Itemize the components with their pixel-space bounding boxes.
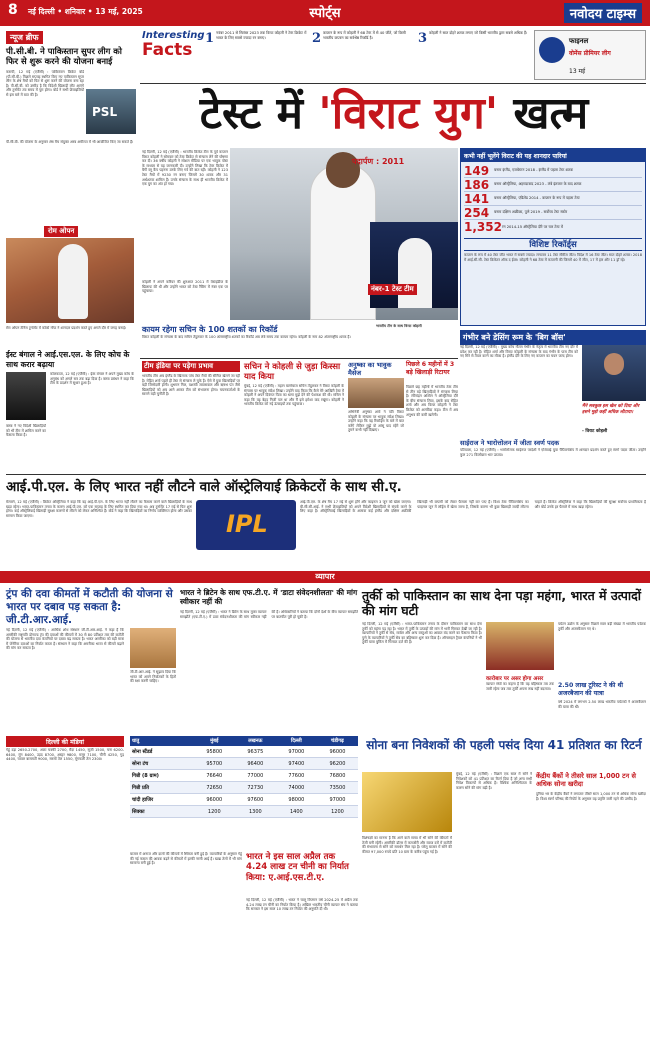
gold-headline: सोना बना निवेशकों की पहली पसंद दिया 41 प्रतिशत का रिटर्न — [366, 738, 642, 752]
person-head — [604, 353, 624, 375]
number-one-label: नंबर-1 टेस्ट टीम — [368, 284, 417, 295]
stats-text: बनाम ऑस्ट्रेलिया, अहमदाबाद 2023 - लंबे इंतजार के बाद शतक — [494, 182, 582, 187]
table-cell: 96200 — [317, 758, 358, 770]
wpl-badge — [534, 30, 646, 80]
table-cell: 96400 — [235, 758, 276, 770]
table-cell: 77600 — [276, 770, 317, 782]
quote-author: - विराट कोहली — [582, 429, 608, 434]
table-cell: 72730 — [235, 782, 276, 794]
table-cell: 1200 — [317, 806, 358, 818]
table-row — [130, 758, 358, 770]
table-cell: 73500 — [317, 782, 358, 794]
market-title: दिल्ली की मंडियां — [6, 736, 124, 747]
debut-label: पदार्पण : 2011 — [352, 157, 405, 166]
main-headline — [142, 84, 646, 146]
page-number: 8 — [8, 2, 18, 18]
china-headline: भारत ने इस साल अप्रैल तक 4.24 लाख टन चीनी का निर्यात किया: ए.आई.एस.टी.ए. — [246, 852, 349, 883]
table-header — [130, 736, 358, 746]
stats-box — [460, 148, 646, 326]
gambhir-body: नई दिल्ली, 12 मई (एजैंसी) : मुख्य कोच गौतम गंभीर के नेतृत्व में भारतीय टीम नए दौर में प्रवेश कर रही है। रोहित शर्मा और विराट कोहली के संन्यास के बाद गंभीर के पास टीम को नए सिरे से तैयार करने का मौका है। इंग्लैंड दौरे के लिए नए कप्तान का चयन जल्द होगा। — [460, 345, 578, 359]
records-title: विशिष्ट रिकॉर्ड्स — [464, 238, 642, 251]
fact-text: कोहली ने सात दोहरे शतक लगाए जो किसी भारतीय द्वारा सबसे अधिक हैं। — [429, 31, 528, 35]
rome-caption: रोम ओपन टेनिस टूर्नामेंट में कोको गॉफ ने शानदार प्रदर्शन करते हुए अगले दौर में जगह बनाई। — [6, 326, 127, 330]
player-figure — [398, 238, 432, 308]
table-cell: 97000 — [276, 746, 317, 758]
table-cell: 96000 — [317, 746, 358, 758]
table-row-label: गिन्नी प्रति — [130, 782, 194, 794]
stats-text: बनाम ऑस्ट्रेलिया, एडिलेड 2014 - कप्तान के रूप में पहला टेस्ट — [494, 196, 580, 201]
table-cell: 98000 — [276, 794, 317, 806]
section-title: स्पोर्ट्स — [309, 6, 341, 21]
turkey-photo — [486, 622, 554, 670]
col1-headline: टीम इंडिया पर पड़ेगा प्रभाव — [142, 361, 240, 372]
table-cell: 1200 — [194, 806, 235, 818]
news-brief-tag: न्यूज ब्रीफ — [6, 31, 43, 44]
stats-num: 254 — [464, 205, 490, 220]
brief1-body: कराची, 12 मई (एजैंसी) : पाकिस्तान क्रिकेट बोर्ड (पी.सी.बी.) पिछले सप्ताह स्थगित किए गए पाकिस्तान सुपर लीग के शेष मैचों को फिर से शुरू करने की योजना बना रहा है। पी.सी.बी. को उम्मीद है कि विदेशी खिलाड़ी लौट आएंगे और टूर्नामेंट तय समय में पूरा होगा। बोर्ड ने सभी फ्रेंचाइजियों से इस बारे में बात की है। — [6, 70, 84, 97]
turkey-body: नई दिल्ली, 12 मई (एजैंसी) : भारत-पाकिस्तान तनाव के दौरान पाकिस्तान का साथ देना तुर्की को महंगा पड़ रहा है। भारत में तुर्की के उत्पादों की मांग में भारी गिरावट देखी जा रही है। व्यापारियों ने तुर्की से सेब, मार्बल और अन्य वस्तुओं का आयात बंद करने का फैसला किया है। पुणे के व्यापारियों ने तुर्की सेब का बहिष्कार शुरू कर दिया है। ऑनलाइन ट्रैवल कंपनियों ने भी तुर्की यात्रा बुकिंग में गिरावट दर्ज की है। — [362, 622, 482, 645]
medal-body: पटियाला, 12 मई (एजैंसी) : भारोत्तोलक साईराज परदेशी ने एशियाई युवा चैंपियनशिप में शानदार प्रदर्शन करते हुए स्वर्ण पदक जीता। उन्होंने कुल 271 किलोग्राम भार उठाया। — [460, 448, 646, 457]
brand-logo: नवोदय टाइम्स — [564, 3, 642, 23]
ipl-headline: आई.पी.एल. के लिए भारत नहीं लौटने वाले ऑस्ट्रेलियाई क्रिकेटरों के साथ सी.ए. — [6, 479, 402, 495]
table-cell: 95800 — [194, 746, 235, 758]
trump-body-cont: जी.टी.आर.आई. ने सुझाव दिया कि भारत को अपने निर्यातकों के हितों की रक्षा करनी चाहिए। — [130, 670, 176, 684]
divider — [6, 474, 646, 475]
headline-mid: 'विराट युग' — [318, 88, 499, 139]
stats-title: कभी नहीं भूलेंगे विराट की यह शानदार पारियां — [461, 149, 645, 162]
fact-item-1 — [205, 31, 308, 79]
fact-number: 1 — [205, 31, 215, 46]
stats-num: 1,352 — [464, 220, 502, 234]
metal-price-table — [130, 736, 358, 848]
table-row-label: गिन्नी (8 ग्राम) — [130, 770, 194, 782]
table-cell: 95700 — [194, 758, 235, 770]
brief1-body-cont: पी.सी.बी. की योजना के अनुसार शेष मैच संयुक्त अरब अमीरात में भी आयोजित किए जा सकते हैं। — [6, 140, 134, 144]
ipl-logo-box — [196, 500, 296, 550]
col2-headline: सचिन ने कोहली से जुड़ा किस्सा याद किया — [244, 361, 341, 381]
china-body: नई दिल्ली, 12 मई (एजैंसी) : भारत ने चालू विपणन वर्ष 2024-25 में अप्रैल तक 4.24 लाख टन चीनी का निर्यात किया है। अखिल भारतीय चीनी व्यापार संघ ने बताया कि सरकार ने इस साल 10 लाख टन निर्यात की अनुमति दी थी। — [246, 898, 358, 912]
gambhir-headline: गंभीर बने डेसिंग रूम के 'बिग बॉस' — [460, 330, 646, 345]
table-header-cell: धातु — [132, 738, 140, 744]
rome-open-tag: रोम ओपन — [44, 226, 78, 237]
headline-post: खत्म — [513, 88, 589, 139]
turkey-subhead: कारोबार पर असर होगा असर — [486, 676, 544, 682]
fact-text: नवंबर 2011 से सितंबर 2023 तक विराट कोहली ने टेस्ट क्रिकेट में भारत के लिए सबसे ज्यादा रन बनाए। — [216, 31, 307, 40]
turkey-body-cont: पर्यटन उद्योग के अनुसार पिछले साल बड़ी संख्या में भारतीय पर्यटक तुर्की और अजरबैजान गए थे। — [558, 622, 646, 631]
anushka-photo — [348, 378, 404, 408]
trump-headline: ट्रंप की दवा कीमतों में कटौती की योजना से भारत पर दबाव पड़ सकता है: जी.टी.आर.आई. — [6, 588, 173, 626]
stats-text: बनाम दक्षिण अफ्रीका, पुणे 2019 - सर्वोच्च टेस्ट स्कोर — [494, 210, 568, 215]
table-row — [130, 770, 358, 782]
table-cell: 97400 — [276, 758, 317, 770]
brief1-photo — [86, 89, 136, 134]
stats-row — [464, 192, 642, 206]
stats-row — [464, 220, 642, 234]
headline-pre: टेस्ट में — [199, 88, 303, 139]
table-cell: 72650 — [194, 782, 235, 794]
masthead — [0, 0, 650, 26]
col2-body: मुंबई, 12 मई (एजैंसी) : महान बल्लेबाज सचिन तेंदुलकर ने विराट कोहली के संन्यास पर भावुक संदेश लिखा। उन्होंने याद किया कि कैसे मेरे आखिरी टेस्ट में कोहली ने अपने दिवंगत पिता का धागा मुझे देने की पेशकश की थी। सचिन ने कहा कि यह बेहद निजी पल था और मैं इसे हमेशा याद रखूंगा। कोहली ने भारतीय क्रिकेट को नई ऊंचाइयों तक पहुंचाया। — [244, 384, 344, 407]
stats-rows — [461, 162, 645, 236]
table-header-cell: मुंबई — [210, 738, 219, 744]
lower-business-col: बाजार में अनाज और दालों की कीमतों में स्थिरता बनी हुई है। व्यापारियों के अनुसार गेहूं की नई फसल की आवक बढ़ने से कीमतों में हल्की नरमी आई है। खाद्य तेलों में भी मांग सामान्य बनी हुई है। — [130, 852, 242, 866]
table-row-label: सिक्का — [130, 806, 194, 818]
wpl-stage: फाइनल — [569, 37, 589, 45]
col4-headline: पिछले 6 महीनों में 3 बड़े खिलाड़ी रिटायर — [406, 361, 455, 376]
wpl-date: 13 मई — [569, 68, 586, 75]
sachin-record-headline: कायम रहेगा सचिन के 100 शतकों का रिकॉर्ड — [142, 325, 278, 334]
table-header-cell: चंडीगढ़ — [331, 738, 344, 744]
photo-caption: भारतीय टीम के साथ विराट कोहली — [376, 324, 422, 328]
col3-headline: अनुष्का का भावुक मैसेज — [348, 361, 392, 377]
table-cell: 76800 — [317, 770, 358, 782]
facts-logo-top: Interesting — [142, 30, 205, 41]
main-body: नई दिल्ली, 12 मई (एजैंसी) : भारतीय क्रिकेट टीम के पूर्व कप्तान विराट कोहली ने सोमवार को टेस्ट क्रिकेट से संन्यास लेने की घोषणा कर दी। 36 वर्षीय कोहली ने सोशल मीडिया पर एक भावुक पोस्ट के माध्यम से यह जानकारी दी। उन्होंने लिखा कि टेस्ट क्रिकेट में बैगी ब्लू कैप पहनना उनके लिए गर्व की बात रही। कोहली ने 123 टेस्ट मैचों में 9230 रन बनाए जिसमें 30 शतक और 31 अर्धशतक शामिल हैं। उनके संन्यास के साथ ही भारतीय क्रिकेट में एक युग का अंत हो गया। — [142, 150, 228, 187]
gold-body: मुंबई, 12 मई (एजैंसी) : पिछले एक साल में सोने ने निवेशकों को 41 प्रतिशत का रिटर्न दिया है जो अन्य सभी निवेश विकल्पों से अधिक है। वैश्विक अनिश्चितता के कारण सोने की मांग बढ़ी है। — [456, 772, 532, 790]
table-row — [130, 782, 358, 794]
psl-logo-text: PSL — [92, 105, 118, 119]
ipl-body-right: आई.पी.एल. के शेष मैच 17 मई से शुरू होंगे और फाइनल 3 जून को खेला जाएगा। बी.सी.सी.आई. ने सभी फ्रेंचाइजियों को अपने विदेशी खिलाड़ियों से संपर्क करने के लिए कहा है। ऑस्ट्रेलियाई खिलाड़ियों के अलावा कई इंग्लैंड और दक्षिण अफ्रीकी खिलाड़ी भी वापसी को लेकर फैसला नहीं कर पाए हैं। विश्व टेस्ट चैंपियनशिप का फाइनल जून में लॉर्ड्स में खेला जाना है, जिसके कारण भी कुछ खिलाड़ी जल्दी लौटना चाहते हैं। क्रिकेट ऑस्ट्रेलिया ने कहा कि खिलाड़ियों की सुरक्षा सर्वोच्च प्राथमिकता है और बोर्ड उनके हर फैसले में साथ खड़ा रहेगा। — [300, 500, 646, 514]
bank-headline: केंद्रीय बैंकों ने तीसरे साल 1,000 टन से अधिक सोना खरीदा — [536, 772, 636, 788]
medal-headline: साईराज ने भारोत्तोलन में जीता स्वर्ण पदक — [460, 439, 560, 447]
table-cell: 97600 — [235, 794, 276, 806]
business-section-title: व्यापार — [315, 572, 335, 581]
bank-body: दुनिया भर के केंद्रीय बैंकों ने लगातार तीसरे साल 1,000 टन से अधिक सोना खरीदा है। विश्व स्वर्ण परिषद की रिपोर्ट के अनुसार यह प्रवृत्ति जारी रहने की उम्मीद है। — [536, 792, 646, 801]
isl-body-cont: क्लब ने नए विदेशी खिलाड़ियों को भी टीम में शामिल करने का फैसला किया है। — [6, 424, 46, 438]
table-row-label: सोना टंच — [130, 758, 194, 770]
ipl-body-left: मेलबर्न, 12 मई (एजैंसी) : क्रिकेट ऑस्ट्रेलिया ने कहा कि वह आई.पी.एल. के लिए भारत नहीं लौटने का फैसला करने वाले खिलाड़ियों के साथ खड़ा रहेगा। भारत-पाकिस्तान तनाव के कारण आई.पी.एल. को एक सप्ताह के लिए स्थगित कर दिया गया था। अब टूर्नामेंट 17 मई से फिर शुरू होगा। कई ऑस्ट्रेलियाई खिलाड़ी सुरक्षा कारणों से लौटने को लेकर अनिश्चित हैं। बोर्ड ने कहा कि खिलाड़ियों का निर्णय व्यक्तिगत होगा और उसका सम्मान किया जाएगा। — [6, 500, 192, 518]
stats-num: 149 — [464, 163, 490, 178]
stats-row — [464, 178, 642, 192]
trump-photo — [130, 628, 176, 668]
table-header-cell: लखनऊ — [248, 738, 263, 744]
wpl-title: वोमेंस प्रीमियर लीग — [569, 50, 611, 57]
main-body-2: कोहली ने अपने करियर की शुरुआत 2011 में वेस्टइंडीज के खिलाफ की थी और उन्होंने भारत को टेस्ट रैंकिंग में नंबर एक पर पहुंचाया। — [142, 280, 228, 294]
fact-text: कप्तान के रूप में कोहली ने 68 टेस्ट में से 40 जीते, जो किसी भारतीय कप्तान का सर्वश्रेष्ठ रिकॉर्ड है। — [323, 31, 406, 40]
fact-item-2 — [312, 31, 415, 79]
table-cell: 96000 — [194, 794, 235, 806]
sachin-record-body: विराट कोहली के संन्यास के बाद सचिन तेंदुलकर के 100 अंतरराष्ट्रीय शतकों का रिकॉर्ड अब लंबे समय तक कायम रहेगा। कोहली के नाम 82 अंतरराष्ट्रीय शतक हैं। — [142, 335, 351, 339]
col3-body: अभिनेत्री अनुष्का शर्मा ने पति विराट कोहली के संन्यास पर भावुक संदेश लिखा। उन्होंने कहा कि वह रिकॉर्ड्स के बारे में बात करेंगे लेकिन मुझे वो आंसू याद रहेंगे जो तुमने कभी नहीं दिखाए। — [348, 410, 404, 433]
azerbaijan-subhead: 2.50 लाख टूरिस्ट ने की थी अजरबैजान की यात्रा — [558, 682, 624, 697]
col1-body: भारतीय टीम अब इंग्लैंड के खिलाफ पांच टेस्ट मैचों की सीरीज खेलने जा रही है। रोहित शर्मा पहले ही टेस्ट से संन्यास ले चुके हैं। ऐसे में युवा खिलाड़ियों पर बड़ी जिम्मेदारी होगी। शुभमन गिल, यशस्वी जायसवाल और ऋषभ पंत जैसे खिलाड़ियों को अब आगे आकर टीम को संभालना होगा। चयनकर्ताओं के सामने बड़ी चुनौती है। — [142, 374, 240, 397]
table-row-label: चांदी हाजिर — [130, 794, 194, 806]
table-cell: 1300 — [235, 806, 276, 818]
table-cell: 97000 — [317, 794, 358, 806]
player-figure — [58, 244, 88, 319]
stats-text: बनाम इंग्लैंड, एजबेस्टन 2018 - इंग्लैंड में पहला टेस्ट शतक — [494, 168, 573, 173]
facts-logo — [142, 30, 204, 82]
gold-body-cont: विशेषज्ञों का मानना है कि आने वाले समय में भी सोने की कीमतों में तेजी बनी रहेगी। अमरीकी डॉलर में कमजोरी और ब्याज दरों में कटौती की संभावना से सोने को समर्थन मिल रहा है। घरेलू बाजार में सोने की कीमत 97,000 रुपये प्रति 10 ग्राम के करीब पहुंच गई है। — [362, 836, 452, 854]
uk-body: नई दिल्ली, 12 मई (एजैंसी) : भारत ने ब्रिटेन के साथ मुक्त व्यापार समझौते (एफ.टी.ए.) में डाटा संवेदनशीलता की मांग स्वीकार नहीं की है। अधिकारियों ने बताया कि दोनों देशों के बीच व्यापार समझौते पर बातचीत पूरी हो चुकी है। — [180, 610, 358, 619]
ipl-logo: IPL — [226, 510, 268, 538]
gambhir-photo — [582, 345, 646, 401]
uk-headline: भारत ने ब्रिटेन के साथ एफ.टी.ए. में 'डाटा संवेदनशीलता' की मांग स्वीकार नहीं की — [180, 588, 358, 606]
turkey-body-cont: व्यापार संघों का कहना है कि यह बहिष्कार तब तक जारी रहेगा जब तक तुर्की अपना रुख नहीं बदलता। — [486, 682, 554, 691]
business-banner — [0, 571, 650, 583]
table-cell: 1400 — [276, 806, 317, 818]
table-row — [130, 806, 358, 818]
table-cell: 76640 — [194, 770, 235, 782]
divider — [140, 358, 458, 359]
table-header-cell: दिल्ली — [290, 738, 302, 744]
fact-number: 3 — [418, 31, 428, 46]
rome-photo — [6, 238, 134, 323]
kohli-inset-photo — [370, 222, 458, 308]
stats-num: 141 — [464, 191, 490, 206]
stats-num: 186 — [464, 177, 490, 192]
table-cell: 74000 — [276, 782, 317, 794]
metal-table-body — [130, 746, 358, 818]
col4-body: पिछले छह महीनों में भारतीय टेस्ट टीम से तीन बड़े खिलाड़ियों ने संन्यास लिया है। रविचंद्रन अश्विन ने ऑस्ट्रेलिया दौरे के बीच संन्यास लिया, इसके बाद रोहित शर्मा और अब विराट कोहली ने टेस्ट क्रिकेट को अलविदा कहा। टीम में अब अनुभव की कमी खलेगी। — [406, 385, 458, 417]
azerbaijan-body: वर्ष 2024 में लगभग 2.50 लाख भारतीय पर्यटकों ने अजरबैजान की यात्रा की थी। — [558, 700, 646, 709]
date-line: नई दिल्ली • शनिवार • 13 मई, 2025 — [28, 7, 143, 16]
wpl-logo — [539, 37, 565, 63]
table-row — [130, 746, 358, 758]
facts-logo-bottom: Facts — [142, 40, 193, 60]
market-body: गेहूं दड़ा 2650-2700, आटा चक्की 2700, मैदा 1450, सूजी 1500, चना 6200-6400, मूंग 8400, उड़द 8700, अरहर 9800, मसूर 7100, चीनी 4250, गुड़ 4400, चावल बासमती 9000, सरसों तेल 1550, मूंगफली तेल 2300। — [6, 748, 124, 762]
isl-body: कोलकाता, 12 मई (एजैंसी) : ईस्ट बंगाल ने अपने मुख्य कोच के अनुबंध को अगले सत्र तक बढ़ा दिया है। क्लब प्रबंधन ने कहा कि टीम के प्रदर्शन में सुधार हुआ है। — [50, 372, 134, 386]
isl-headline: ईस्ट बंगाल ने आई.एस.एल. के लिए कोच के साथ करार बढ़ाया — [6, 350, 130, 369]
records-body: कप्तान के रूप में 40 टेस्ट जीत भारत में सबसे ज्यादा। लगातार 11 टेस्ट सीरीज जीत। विदेश में 16 टेस्ट जीत। सात दोहरे शतक। 2018 में आई.सी.सी. टेस्ट क्रिकेटर ऑफ द ईयर। कोहली ने 68 टेस्ट में कप्तानी की जिसमें 40 में जीत, 17 में हार और 11 ड्रॉ रहे। — [464, 253, 642, 262]
isl-photo — [6, 372, 46, 420]
turkey-headline: तुर्की को पाकिस्तान का साथ देना पड़ा महंगा, भारत में उत्पादों की मांग घटी — [362, 588, 641, 618]
table-row-label: सोना स्टैंडर्ड — [130, 746, 194, 758]
table-row — [130, 794, 358, 806]
trump-body: नई दिल्ली, 12 मई (एजैंसी) : आर्थिक शोध संस्थान जी.टी.आर.आई. ने कहा है कि अमरीकी राष्ट्रपति डोनाल्ड ट्रंप की दवाओं की कीमतों में 30 से 80 प्रतिशत तक की कटौती की योजना से भारतीय दवा कंपनियों पर दबाव बढ़ सकता है। भारत अमरीका को बड़ी मात्रा में जेनेरिक दवाओं का निर्यात करता है। संस्थान ने कहा कि अमरीका भारत से कीमतें बढ़ाने की मांग कर सकता है। — [6, 628, 124, 651]
fact-item-3 — [418, 31, 530, 79]
kohli-quote: मैंने सबकुछ इस खेल को दिया और इसने मुझे कहीं अधिक लौटाया। — [582, 404, 640, 415]
stats-row — [464, 206, 642, 220]
fact-number: 2 — [312, 31, 322, 46]
stats-text: रन 2014-15 ऑस्ट्रेलिया दौरे पर चार टेस्ट में — [501, 224, 563, 229]
table-cell: 77000 — [235, 770, 276, 782]
brief1-headline: पी.सी.बी. ने पाकिस्तान सुपर लीग को फिर से शुरू करने की योजना बनाई — [6, 46, 122, 66]
gold-photo — [362, 772, 452, 832]
stats-row — [464, 164, 642, 178]
table-cell: 96375 — [235, 746, 276, 758]
